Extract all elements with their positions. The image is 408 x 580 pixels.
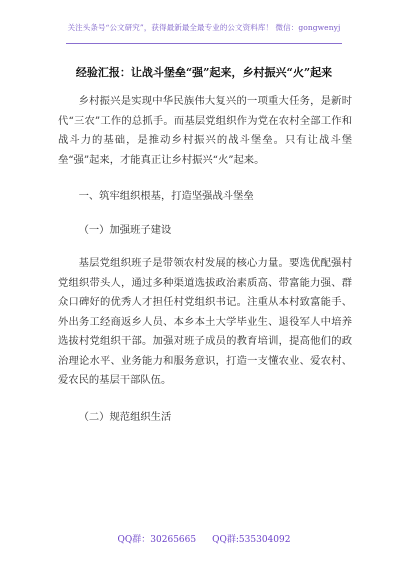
document-body [58,92,352,427]
qq-group-link[interactable]: QQ群：30265665 [117,535,197,545]
page-header-banner: 关注头条号“公文研究”，获得最新最全最专业的公文资料库！ 微信：gongwenyj [67,23,341,32]
document-title: 经验汇报：让战斗堡垒“强”起来，乡村振兴“火”起来 [75,66,333,79]
intro-paragraph: 乡村振兴是实现中华民族伟大复兴的一项重大任务，是新时代“三农”工作的总抓手。而基层党组织作为党在农村全部工作和战斗力的基础，是推动乡村振兴的战斗堡垒。只有让战斗堡垒“强”起来，才能真正让乡村振兴“火”起来。 [58,95,352,166]
subsection-heading: （二）规范组织生活 [78,410,172,423]
section-heading: 一、筑牢组织根基，打造坚强战斗堡垒 [78,190,254,202]
qq-group-link[interactable]: QQ群:535304092 [212,535,291,545]
header-divider [66,43,342,44]
subsection-heading: （一）加强班子建设 [78,223,172,236]
page-footer [0,532,408,545]
subsection-paragraph: 基层党组织班子是带领农村发展的核心力量。要选优配强村党组织带头人，通过多种渠道选拔政治素质高、带富能力强、群众口碑好的优秀人才担任村党组织书记。注重从本村致富能手、外出务工经商返乡人员、本乡本土大学毕业生、退役军人中培养选拔村党组织干部。加强对班子成员的教育培训，提高他们的政治理论水平、业务能力和服务意识，打造一支懂农业、爱农村、爱农民的基层干部队伍。 [58,257,352,386]
